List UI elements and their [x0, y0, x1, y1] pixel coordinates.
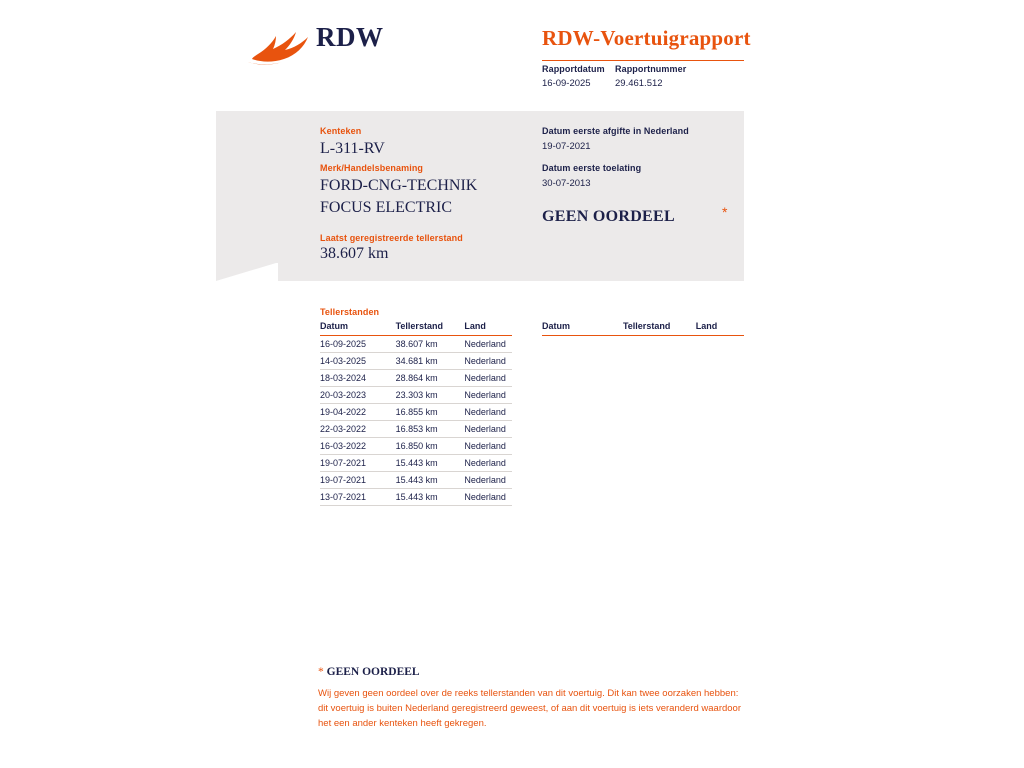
table-cell: 38.607 km: [388, 336, 457, 353]
latest-odometer-value: 38.607 km: [320, 245, 389, 262]
table-cell: 15.443 km: [388, 472, 457, 489]
table-cell: 16-03-2022: [320, 438, 388, 455]
verdict-footnote-marker: *: [722, 204, 728, 220]
table-cell: 19-07-2021: [320, 472, 388, 489]
merk-value-line1: FORD-CNG-TECHNIK: [320, 177, 478, 194]
footnote-body: Wij geven geen oordeel over de reeks tellerstanden van dit voertuig. Dit kan twee oorzaken hebben: dit voertuig is buiten Nederland geregistreerd geweest, of aan dit voertuig is iets veranderd waardoor het een ander kenteken heeft gekregen.: [318, 688, 741, 729]
report-date-value: 16-09-2025: [542, 78, 591, 89]
col-tellerstand: Tellerstand: [388, 321, 457, 336]
table-cell: 13-07-2021: [320, 489, 388, 506]
col-land: Land: [456, 321, 512, 336]
footnote-title-text: GEEN OORDEEL: [326, 666, 420, 678]
footnote-star: *: [318, 666, 324, 678]
first-issue-nl-label: Datum eerste afgifte in Nederland: [542, 126, 689, 136]
report-date-label: Rapportdatum: [542, 64, 605, 74]
table-cell: Nederland: [456, 370, 512, 387]
table-row: [320, 336, 512, 353]
table-row: [320, 472, 512, 489]
table-row: [320, 489, 512, 506]
table-cell: 19-04-2022: [320, 404, 388, 421]
col-datum: Datum: [320, 321, 388, 336]
report-number-block: [615, 64, 686, 89]
table-cell: 34.681 km: [388, 353, 457, 370]
report-title: RDW-Voertuigrapport: [542, 26, 751, 50]
col-land: Land: [688, 321, 744, 336]
table-cell: 16-09-2025: [320, 336, 388, 353]
report-header: [0, 0, 1024, 100]
table-cell: 14-03-2025: [320, 353, 388, 370]
latest-odometer-label: Laatst geregistreerde tellerstand: [320, 233, 463, 243]
table-cell: Nederland: [456, 336, 512, 353]
table-cell: Nederland: [456, 387, 512, 404]
col-datum: Datum: [542, 321, 615, 336]
table-cell: 18-03-2024: [320, 370, 388, 387]
table-cell: 15.443 km: [388, 455, 457, 472]
report-number-value: 29.461.512: [615, 78, 663, 89]
table-row: [320, 353, 512, 370]
footnote-title: [318, 666, 748, 678]
table-cell: Nederland: [456, 353, 512, 370]
kenteken-value: L-311-RV: [320, 140, 385, 157]
table-header-row: [320, 321, 512, 336]
table-cell: Nederland: [456, 404, 512, 421]
table-body-left: [320, 336, 512, 506]
vehicle-summary-panel: [216, 111, 744, 281]
footnote-block: [318, 666, 748, 731]
panel-notch: [216, 263, 278, 283]
first-issue-nl-value: 19-07-2021: [542, 141, 591, 152]
table-cell: 20-03-2023: [320, 387, 388, 404]
verdict-badge: GEEN OORDEEL: [542, 208, 675, 225]
table-cell: Nederland: [456, 421, 512, 438]
table-cell: 16.855 km: [388, 404, 457, 421]
table-cell: Nederland: [456, 455, 512, 472]
table-cell: 16.853 km: [388, 421, 457, 438]
rdw-flame-logo-icon: [246, 26, 310, 68]
table-row: [320, 370, 512, 387]
table-cell: 16.850 km: [388, 438, 457, 455]
table-cell: Nederland: [456, 489, 512, 506]
table-row: [320, 455, 512, 472]
first-admission-value: 30-07-2013: [542, 178, 591, 189]
table-cell: Nederland: [456, 438, 512, 455]
merk-value-line2: FOCUS ELECTRIC: [320, 199, 453, 216]
rdw-wordmark: RDW: [316, 22, 384, 52]
table-cell: 19-07-2021: [320, 455, 388, 472]
table-header-row: [542, 321, 744, 336]
table-cell: Nederland: [456, 472, 512, 489]
table-cell: 23.303 km: [388, 387, 457, 404]
odometer-readings-table-right: [542, 321, 744, 336]
col-tellerstand: Tellerstand: [615, 321, 688, 336]
kenteken-label: Kenteken: [320, 126, 362, 136]
odometer-readings-title: Tellerstanden: [320, 307, 380, 317]
report-date-block: [542, 64, 605, 89]
table-cell: 22-03-2022: [320, 421, 388, 438]
report-number-label: Rapportnummer: [615, 64, 687, 74]
table-row: [320, 387, 512, 404]
table-row: [320, 421, 512, 438]
odometer-readings-table-left: [320, 321, 512, 506]
merk-label: Merk/Handelsbenaming: [320, 163, 424, 173]
table-cell: 15.443 km: [388, 489, 457, 506]
table-cell: 28.864 km: [388, 370, 457, 387]
table-row: [320, 404, 512, 421]
first-admission-label: Datum eerste toelating: [542, 163, 642, 173]
table-row: [320, 438, 512, 455]
header-divider: [542, 60, 744, 61]
